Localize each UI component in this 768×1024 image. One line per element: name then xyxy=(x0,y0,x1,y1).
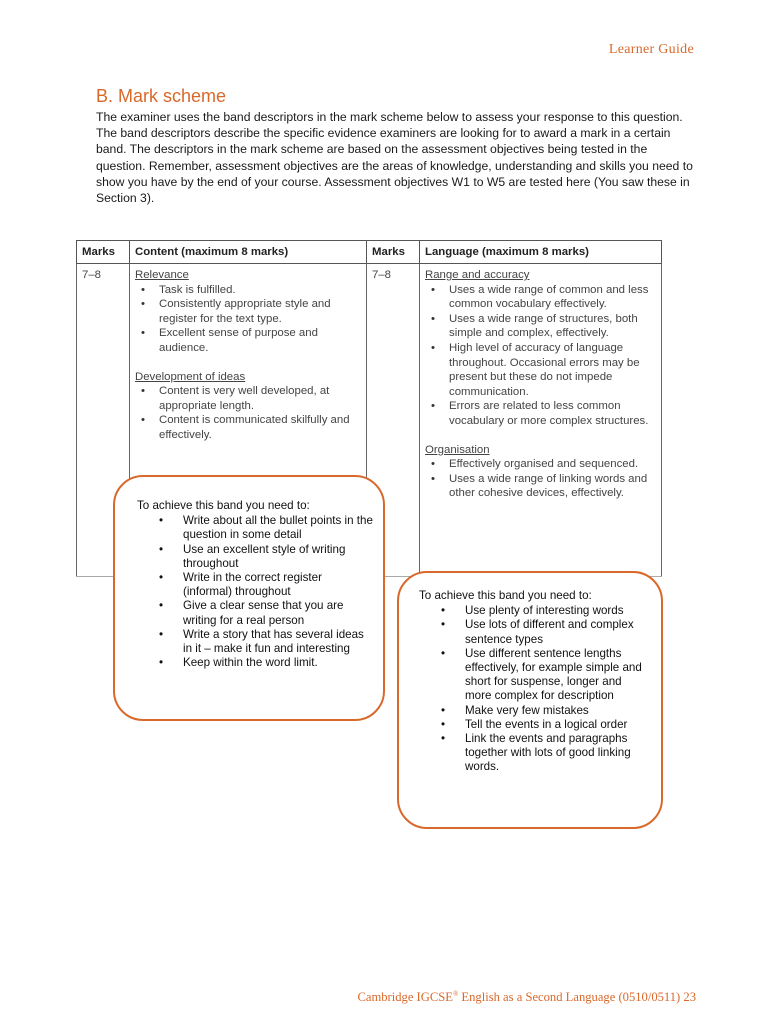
development-heading: Development of ideas xyxy=(135,370,246,383)
list-item: • Errors are related to less common vocabulary or more complex structures. xyxy=(449,399,656,428)
content-header: Content (maximum 8 marks) xyxy=(130,241,367,264)
list-item: • Content is very well developed, at appropriate length. xyxy=(159,384,361,413)
list-item: • Excellent sense of purpose and audience. xyxy=(159,326,361,355)
callout-heading: To achieve this band you need to: xyxy=(137,499,310,512)
list-item: • Use plenty of interesting words xyxy=(465,604,651,618)
list-item: • Make very few mistakes xyxy=(465,704,651,718)
list-item: • Link the events and paragraphs together with lots of good linking words. xyxy=(465,732,651,775)
language-header: Language (maximum 8 marks) xyxy=(420,241,662,264)
table-header-row xyxy=(77,241,662,264)
marks-header: Marks xyxy=(77,241,130,264)
callout-list xyxy=(137,514,373,670)
list-item: • Give a clear sense that you are writing for a real person xyxy=(183,599,373,627)
range-list xyxy=(425,283,656,429)
organisation-heading: Organisation xyxy=(425,443,490,456)
content-band-callout xyxy=(113,475,385,721)
list-item: • Write about all the bullet points in the question in some detail xyxy=(183,514,373,542)
page-footer xyxy=(357,990,696,1005)
list-item: • Use lots of different and complex sentence types xyxy=(465,618,651,646)
list-item: • Use an excellent style of writing throughout xyxy=(183,543,373,571)
language-marks-cell: 7–8 xyxy=(367,264,420,577)
list-item: • Tell the events in a logical order xyxy=(465,718,651,732)
list-item: • Write in the correct register (informal) throughout xyxy=(183,571,373,599)
list-item: • Use different sentence lengths effectively, for example simple and short for suspense, longer and more complex for description xyxy=(465,647,651,704)
language-cell xyxy=(420,264,662,577)
list-item: • Keep within the word limit. xyxy=(183,656,373,670)
callout-list xyxy=(419,604,651,774)
relevance-heading: Relevance xyxy=(135,269,189,281)
range-heading: Range and accuracy xyxy=(425,269,530,281)
footer-prefix: Cambridge IGCSE xyxy=(357,990,453,1005)
list-item: • High level of accuracy of language throughout. Occasional errors may be present but these do not impede communication. xyxy=(449,341,656,399)
registered-mark: ® xyxy=(452,990,459,998)
marks-header: Marks xyxy=(367,241,420,264)
callout-heading: To achieve this band you need to: xyxy=(419,589,592,602)
list-item: • Uses a wide range of linking words and other cohesive devices, effectively. xyxy=(449,472,656,501)
section-title: B. Mark scheme xyxy=(96,86,227,106)
footer-suffix: English as a Second Language (0510/0511) 23 xyxy=(458,990,696,1005)
list-item: • Consistently appropriate style and register for the text type. xyxy=(159,297,361,326)
list-item: • Content is communicated skilfully and effectively. xyxy=(159,413,361,442)
running-header: Learner Guide xyxy=(608,42,694,57)
list-item: • Uses a wide range of common and less common vocabulary effectively. xyxy=(449,283,656,312)
list-item: • Effectively organised and sequenced. xyxy=(449,457,656,472)
intro-paragraph: The examiner uses the band descriptors in the mark scheme below to assess your response to this question. The band descriptors describe the specific evidence examiners are looking for to award a mark in a certain band. The descriptors in the mark scheme are based on the assessment objectives being tested in the question. Remember, assessment objectives are the areas of knowledge, understanding and skills you need to show you have by the end of your course. Assessment objectives W1 to W5 are tested here (You saw these in Section 3). xyxy=(96,110,693,206)
list-item: • Uses a wide range of structures, both simple and complex, effectively. xyxy=(449,312,656,341)
development-list xyxy=(135,384,361,442)
organisation-list xyxy=(425,457,656,501)
content-marks-cell: 7–8 xyxy=(77,264,130,577)
list-item: • Task is fulfilled. xyxy=(159,283,361,298)
list-item: • Write a story that has several ideas in it – make it fun and interesting xyxy=(183,628,373,656)
language-band-callout xyxy=(397,571,663,829)
relevance-list xyxy=(135,283,361,356)
